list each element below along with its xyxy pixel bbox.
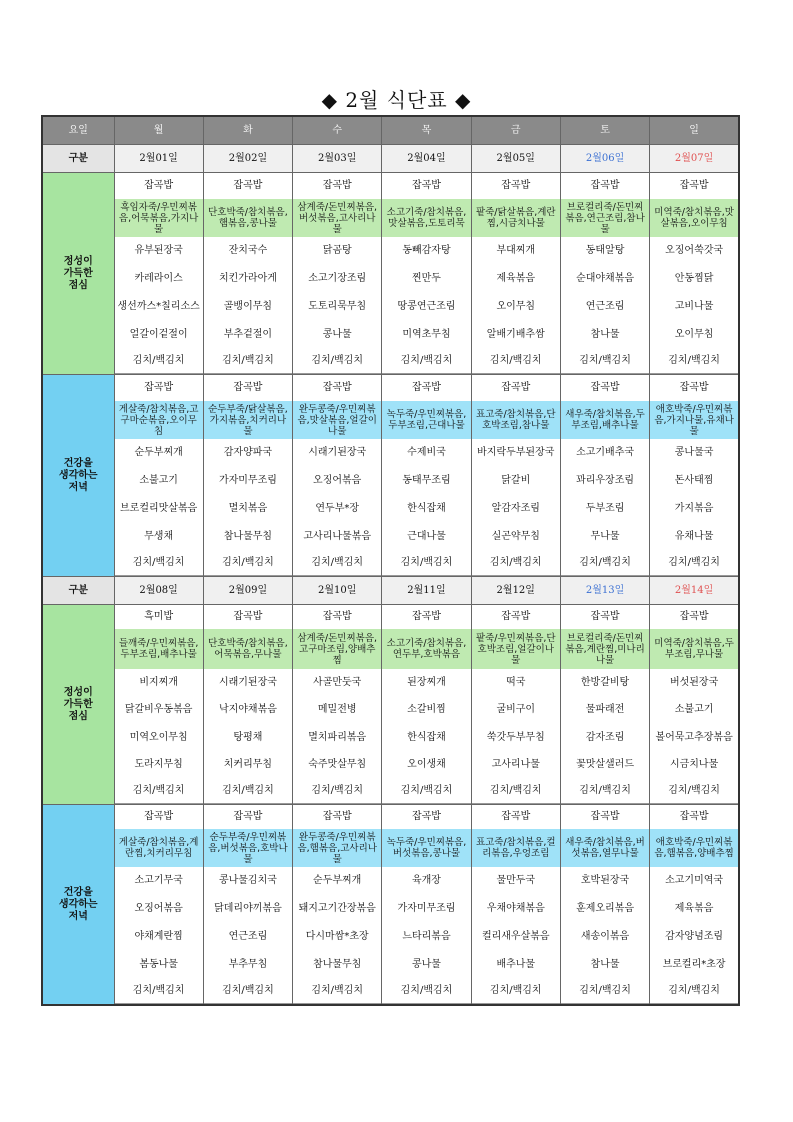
menu-item: 감자조림 [585,731,625,743]
menu-item-stack [293,805,381,1004]
menu-item: 고사리나물 [491,759,540,770]
menu-item: 김치/백김치 [579,985,631,996]
menu-item: 순대야채볶음 [576,273,635,284]
menu-item-stack [115,173,203,374]
lunch-label-line: 점심 [68,710,88,722]
menu-item-stack [650,173,738,374]
gubun-label: 구분 [42,577,114,605]
menu-item-stack [293,173,381,374]
menu-item: 연근조림 [585,301,625,312]
date-cell: 2월11일 [382,577,471,605]
menu-item: 잡곡밥 [501,180,531,191]
menu-item: 부추겉절이 [223,329,273,340]
menu-item: 김치/백김치 [489,557,542,568]
menu-item-stack [382,805,470,1004]
menu-item: 수제비국 [407,447,446,458]
menu-item: 감자양념조림 [665,931,724,942]
menu-item: 비지찌개 [139,676,178,688]
porridge-item: 삼계죽/돈민찌볶음,고구마조림,양배추찜 [293,629,381,669]
menu-item-stack [204,605,292,804]
lunch-label [42,173,114,375]
menu-item: 잡곡밥 [144,382,174,393]
porridge-item: 애호박죽/우민찌볶음,햄볶음,양배추찜 [650,829,738,867]
page-title: ◆ 2월 식단표 ◆ [321,88,472,112]
menu-item: 잡곡밥 [411,811,441,822]
menu-item: 다시마쌈*초장 [305,931,369,942]
lunch-label [42,605,114,805]
menu-item: 미역초무침 [402,329,451,340]
menu-cell [650,375,739,577]
date-cell: 2월14일 [650,577,739,605]
porridge-item: 단호박죽/참치볶음,햄볶음,콩나물 [204,199,292,237]
dinner-label [42,805,114,1006]
menu-item-stack [115,805,203,1004]
menu-item: 잔치국수 [228,245,268,256]
menu-item: 소고기미역국 [665,875,724,886]
dinner-label-line: 저녁 [68,481,88,493]
menu-item: 한식잡채 [407,503,446,514]
porridge-item: 게살죽/참치볶음,계란찜,치커리무침 [115,829,203,867]
menu-item: 제육볶음 [496,273,536,284]
menu-item: 잡곡밥 [322,611,352,622]
menu-item-stack [382,375,470,576]
menu-cell [114,173,203,375]
menu-item: 닭데리야끼볶음 [214,903,282,914]
menu-item: 돼지고기간장볶음 [298,903,376,914]
menu-item: 잡곡밥 [144,180,174,191]
menu-item: 낙지야채볶음 [218,704,277,715]
menu-item: 꽈리우장조림 [576,475,635,486]
menu-item-stack [650,805,738,1004]
lunch-label-line: 가득한 [63,267,93,279]
menu-item: 생선까스*칠리소스 [117,301,200,312]
menu-item-stack [204,805,292,1004]
menu-item: 잡곡밥 [411,382,441,393]
menu-cell [293,605,382,805]
dinner-label-line: 건강을 [63,886,93,898]
menu-item: 두부조림 [585,503,625,514]
menu-item: 순두부찌개 [134,447,183,458]
menu-cell [560,805,649,1006]
date-cell: 2월01일 [114,145,203,173]
porridge-item: 게살죽/참치볶음,고구마순볶음,오이무침 [115,401,203,439]
dinner-label-line: 생각하는 [58,469,98,481]
menu-item: 떡국 [506,676,526,688]
menu-item: 김치/백김치 [132,785,185,796]
porridge-item: 순두부죽/닭살볶음,가지볶음,치커리나물 [204,401,292,439]
header-day: 목 [382,116,471,145]
menu-item: 오이생채 [407,759,446,770]
menu-item: 잡곡밥 [322,811,352,822]
menu-item: 동태알탕 [585,245,625,256]
menu-item: 오이무침 [674,329,714,340]
menu-item: 시금치나물 [669,759,719,770]
porridge-item: 순두부죽/우민찌볶음,버섯볶음,호박나물 [204,829,292,867]
menu-item: 김치/백김치 [222,355,274,366]
menu-item: 새송이볶음 [580,931,630,942]
menu-item-stack [472,375,560,576]
menu-item: 가자미무조림 [397,903,456,914]
date-cell: 2월04일 [382,145,471,173]
menu-cell [382,805,471,1006]
menu-item: 김치/백김치 [579,355,631,366]
porridge-item: 팥죽/우민찌볶음,단호박조림,얼갈이나물 [472,629,560,669]
menu-item: 쑥갓두부무침 [486,731,545,743]
header-day: 금 [471,116,560,145]
menu-item: 알배기배추쌈 [486,329,545,340]
menu-item: 잡곡밥 [501,382,531,393]
date-cell: 2월08일 [114,577,203,605]
header-day: 일 [650,116,739,145]
menu-item-stack [115,605,203,804]
menu-item: 도라지무침 [134,759,183,770]
menu-item: 콩나물 [411,959,441,970]
menu-item: 동태무조림 [402,475,451,486]
menu-item: 소불고기 [674,704,714,715]
menu-item: 한식잡채 [407,731,446,743]
header-weekday-label: 요일 [42,116,114,145]
menu-item: 연근조림 [228,931,268,942]
menu-item: 잡곡밥 [590,611,620,622]
menu-item: 오징어볶음 [134,903,183,914]
menu-item: 부대찌개 [496,245,536,256]
menu-item: 가자미무조림 [218,475,277,486]
menu-cell [650,173,739,375]
menu-cell [560,605,649,805]
menu-item: 컬리새우살볶음 [481,931,550,942]
menu-cell [560,375,649,577]
menu-item-stack [115,375,203,576]
menu-item: 오징어볶음 [313,475,362,486]
menu-item: 잡곡밥 [679,811,709,822]
menu-item: 김치/백김치 [579,557,631,568]
menu-cell [203,375,292,577]
menu-item: 카레라이스 [134,273,183,284]
lunch-label-line: 점심 [68,279,88,291]
porridge-item: 녹두죽/우민찌볶음,버섯볶음,콩나물 [382,829,470,867]
menu-item-stack [650,605,738,804]
menu-cell [382,173,471,375]
menu-cell [114,375,203,577]
menu-item: 잡곡밥 [679,382,709,393]
menu-item: 김치/백김치 [489,985,542,996]
menu-item: 물파래전 [585,704,625,715]
menu-item: 김치/백김치 [311,785,364,796]
menu-item-stack [561,173,649,374]
menu-item: 얼갈이겉절이 [129,329,188,340]
dinner-label-line: 생각하는 [58,898,98,910]
porridge-item: 녹두죽/우민찌볶음,두부조림,근대나물 [382,401,470,439]
menu-item: 바지락두부된장국 [477,447,555,458]
menu-item: 돈사태찜 [674,475,714,486]
menu-item: 김치/백김치 [222,985,274,996]
menu-item: 브로컬리맛살볶음 [120,503,198,514]
menu-item: 잡곡밥 [233,180,263,191]
porridge-item: 들깨죽/우민찌볶음,두부조림,배추나물 [115,629,203,669]
porridge-item: 표고죽/참치볶음,단호박조림,참나물 [472,401,560,439]
date-cell: 2월03일 [293,145,382,173]
menu-item: 느타리볶음 [402,931,451,942]
menu-item: 콩나물국 [674,447,714,458]
date-cell: 2월06일 [560,145,649,173]
menu-item-stack [650,375,738,576]
gubun-label: 구분 [42,145,114,173]
menu-item: 숙주맛살무침 [308,759,367,770]
menu-item-stack [382,173,470,374]
menu-item: 잡곡밥 [411,611,441,622]
menu-item: 치커리무침 [223,759,273,770]
menu-item: 야채계란찜 [134,931,183,942]
porridge-item: 소고기죽/참치볶음,연두부,호박볶음 [382,629,470,669]
menu-item: 오이무침 [496,301,536,312]
menu-item: 훈제오리볶음 [576,903,635,914]
menu-item: 김치/백김치 [132,557,185,568]
menu-item-stack [293,375,381,576]
menu-item: 김치/백김치 [311,557,364,568]
menu-item: 무생채 [144,531,174,542]
menu-item: 메밀전병 [317,704,357,715]
menu-item: 부추무침 [228,959,268,970]
menu-item: 참나물무침 [223,531,273,542]
menu-item: 한방갈비탕 [580,676,630,688]
porridge-item: 완두콩죽/우민찌볶음,햄볶음,고사리나물 [293,829,381,867]
lunch-label-line: 가득한 [63,698,93,710]
menu-item-stack [293,605,381,804]
menu-item-stack [561,375,649,576]
menu-item: 가지볶음 [674,503,714,514]
menu-item: 제육볶음 [674,903,714,914]
porridge-item: 완두콩죽/우민찌볶음,맛살볶음,얼갈이나물 [293,401,381,439]
menu-item: 김치/백김치 [311,985,364,996]
header-day: 월 [114,116,203,145]
menu-item: 소갈비찜 [407,704,446,715]
menu-item: 봄동나물 [139,959,178,970]
menu-cell [114,805,203,1006]
menu-item: 잡곡밥 [144,811,174,822]
menu-item: 브로컬리*초장 [662,959,726,970]
menu-item: 된장찌개 [407,676,446,688]
menu-item: 무나물 [590,531,620,542]
date-cell: 2월12일 [471,577,560,605]
menu-item-stack [382,605,470,804]
menu-item: 미역오이무침 [129,731,188,743]
menu-item: 땅콩연근조림 [397,301,456,312]
menu-cell [650,805,739,1006]
menu-cell [293,173,382,375]
date-cell: 2월02일 [203,145,292,173]
menu-item: 소고기배추국 [576,447,635,458]
menu-cell [471,805,560,1006]
menu-item: 멸치파리볶음 [308,731,367,743]
menu-item: 김치/백김치 [222,557,274,568]
menu-item: 잡곡밥 [590,180,620,191]
menu-item-stack [204,375,292,576]
menu-item: 동빼감자탕 [402,245,451,256]
menu-item: 김치/백김치 [311,355,364,366]
menu-item: 김치/백김치 [400,785,453,796]
porridge-item: 미역죽/참치볶음,맛살볶음,오이무침 [650,199,738,237]
menu-item: 잡곡밥 [679,180,709,191]
header-day: 수 [293,116,382,145]
menu-table [41,115,740,1006]
menu-item: 오징어쑥갓국 [665,245,724,256]
menu-item: 잡곡밥 [233,382,263,393]
menu-item: 안동찜닭 [674,273,714,284]
menu-item: 잡곡밥 [322,180,352,191]
menu-cell [471,605,560,805]
porridge-item: 팥죽/닭살볶음,계란찜,시금치나물 [472,199,560,237]
menu-item: 김치/백김치 [668,985,720,996]
menu-item: 잡곡밥 [501,611,531,622]
date-cell: 2월10일 [293,577,382,605]
menu-item: 고비나물 [674,301,714,312]
menu-item: 닭갈비 [501,475,531,486]
menu-item: 김치/백김치 [400,355,453,366]
menu-cell [471,173,560,375]
dinner-label-line: 저녁 [68,910,88,922]
menu-item: 소고기장조림 [308,273,367,284]
menu-item: 꽃맛살샐러드 [576,759,635,770]
date-cell: 2월07일 [650,145,739,173]
menu-item-stack [472,173,560,374]
menu-item: 잡곡밥 [411,180,441,191]
header-day: 화 [203,116,292,145]
menu-item: 근대나물 [407,531,446,542]
porridge-item: 흑임자죽/우민찌볶음,어묵볶음,가지나물 [115,199,203,237]
menu-item: 참나물 [590,959,620,970]
menu-item: 치킨가라아게 [218,273,277,284]
menu-item: 콩나물 [322,329,352,340]
menu-item: 순두부찌개 [313,875,362,886]
menu-item: 닭곰탕 [322,245,352,256]
menu-item: 김치/백김치 [222,785,274,796]
menu-item: 김치/백김치 [400,985,453,996]
menu-item: 도토리묵무침 [308,301,367,312]
menu-item: 골뱅이무침 [223,301,273,312]
menu-item: 잡곡밥 [501,811,531,822]
menu-item-stack [561,805,649,1004]
menu-cell [293,805,382,1006]
menu-item: 김치/백김치 [579,785,631,796]
menu-item: 탕평채 [233,731,263,743]
menu-item: 김치/백김치 [668,785,720,796]
menu-item: 잡곡밥 [590,811,620,822]
menu-cell [382,605,471,805]
menu-cell [203,605,292,805]
menu-item: 김치/백김치 [489,785,542,796]
menu-item: 버섯된장국 [669,676,719,688]
menu-item-stack [472,805,560,1004]
menu-cell [471,375,560,577]
menu-item: 육개장 [411,875,441,886]
menu-cell [650,605,739,805]
menu-item: 잡곡밥 [590,382,620,393]
porridge-item: 단호박죽/참치볶음,어묵볶음,무나물 [204,629,292,669]
menu-item: 연두부*장 [315,503,360,514]
menu-item: 참나물무침 [313,959,362,970]
porridge-item: 새우죽/참치볶음,두부조림,배추나물 [561,401,649,439]
porridge-item: 새우죽/참치볶음,버섯볶음,열무나물 [561,829,649,867]
menu-item: 잡곡밥 [233,811,263,822]
date-cell: 2월09일 [203,577,292,605]
menu-item: 배추나물 [496,959,536,970]
menu-item: 김치/백김치 [668,355,720,366]
porridge-item: 애호박죽/우민찌볶음,가지나물,유채나물 [650,401,738,439]
porridge-item: 미역죽/참치볶음,두부조림,무나물 [650,629,738,669]
menu-item: 시래기된장국 [218,676,277,688]
menu-item: 김치/백김치 [489,355,542,366]
menu-cell [203,173,292,375]
dinner-label [42,375,114,577]
menu-item: 찐만두 [411,273,441,284]
menu-item: 사골만둣국 [313,676,362,688]
menu-item: 소불고기 [139,475,178,486]
menu-cell [114,605,203,805]
menu-item: 소고기무국 [134,875,183,886]
menu-item: 우채야채볶음 [486,903,545,914]
menu-item: 유채나물 [674,531,714,542]
lunch-label-line: 정성이 [63,686,93,698]
menu-item: 김치/백김치 [400,557,453,568]
menu-cell [203,805,292,1006]
menu-item: 굴비구이 [496,704,536,715]
porridge-item: 표고죽/참치볶음,컬리볶음,우엉조림 [472,829,560,867]
dinner-label-line: 건강을 [63,457,93,469]
menu-item: 김치/백김치 [132,985,185,996]
menu-item-stack [561,605,649,804]
menu-item: 김치/백김치 [132,355,185,366]
menu-item: 고사리나물볶음 [303,531,372,542]
menu-item: 시래기된장국 [308,447,367,458]
porridge-item: 삼계죽/돈민찌볶음,버섯볶음,고사리나물 [293,199,381,237]
menu-item: 잡곡밥 [679,611,709,622]
menu-item: 유부된장국 [134,245,183,256]
menu-cell [560,173,649,375]
menu-item: 콩나물김치국 [218,875,277,886]
menu-cell [382,375,471,577]
menu-item-stack [472,605,560,804]
header-day: 토 [560,116,649,145]
menu-item: 참나물 [590,329,620,340]
menu-item: 멸치볶음 [228,503,268,514]
menu-item: 볼어묵고추장볶음 [655,731,733,743]
porridge-item: 브로컬리죽/돈민찌볶음,연근조림,참나물 [561,199,649,237]
menu-item: 감자양파국 [223,447,273,458]
menu-item: 김치/백김치 [668,557,720,568]
menu-item: 잡곡밥 [233,611,263,622]
lunch-label-line: 정성이 [63,255,93,267]
menu-item: 흑미밥 [144,611,174,622]
date-cell: 2월13일 [560,577,649,605]
menu-item: 잡곡밥 [322,382,352,393]
porridge-item: 소고기죽/참치볶음,맛살볶음,도토리묵 [382,199,470,237]
menu-cell [293,375,382,577]
menu-item: 알감자조림 [491,503,540,514]
menu-item-stack [204,173,292,374]
menu-item: 실곤약무침 [491,531,540,542]
menu-item: 물만두국 [496,875,536,886]
date-cell: 2월05일 [471,145,560,173]
menu-item: 호박된장국 [580,875,630,886]
menu-item: 닭갈비우동볶음 [124,704,193,715]
porridge-item: 브로컬리죽/돈민찌볶음,계란찜,미나리나물 [561,629,649,669]
